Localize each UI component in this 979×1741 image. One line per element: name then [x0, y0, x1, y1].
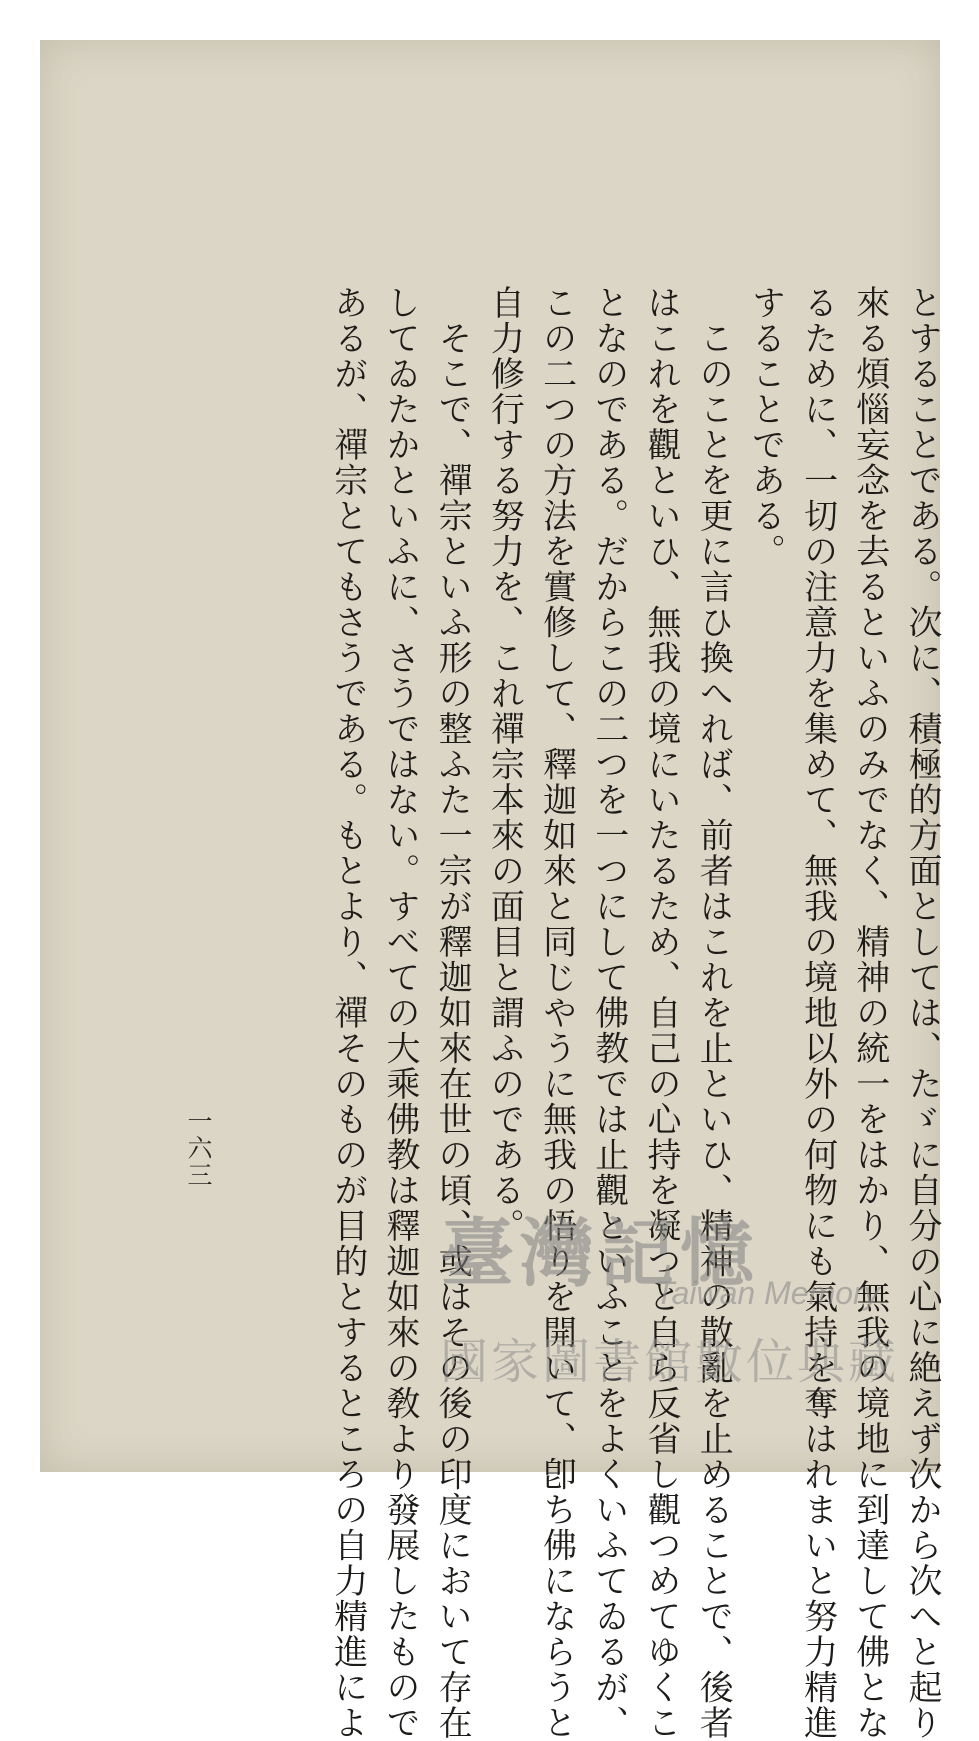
- page-number: 一六三: [184, 1108, 213, 1189]
- vertical-body-text: とすることである。次に、積極的方面としては、たゞに自分の心に絶えず次から次へと起り 來る煩惱妄念を去るといふのみでなく、精神の統一をはかり、無我の境地に到達して佛とな るために、一切の注意力を集めて、無我の境地以外の何物にも氣持を奪はれまいと努力精進 することである。 このことを更に言ひ換へれば、前者はこれを止といひ、精神の散亂を止めることで、後者 はこれを觀といひ、無我の境にいたるため、自己の心持を凝つと自ら反省し觀つめてゆくこ となのである。だからこの二つを一つにして佛教では止觀といふことをよくいふてゐるが、 この二つの方法を實修して、釋迦如來と同じやうに無我の悟りを開いて、卽ち佛にならうと 自力修行する努力を、これ禪宗本來の面目と謂ふのである。 そこで、禪宗といふ形の整ふた一宗が釋迦如來在世の頃、或はその後の印度において存在 してゐたかといふに、さうではない。すべての大乘佛教は釋迦如來の敎より發展したもので あるが、禪宗とてもさうである。もとより、禪そのものが目的とするところの自力精進によ: [325, 285, 938, 1741]
- watermark-seal-text: 臺灣記憶: [440, 1211, 760, 1297]
- watermark-english: Taiwan Memory: [655, 1275, 880, 1311]
- watermark-chinese: 國家圖書館數位典藏: [440, 1336, 900, 1389]
